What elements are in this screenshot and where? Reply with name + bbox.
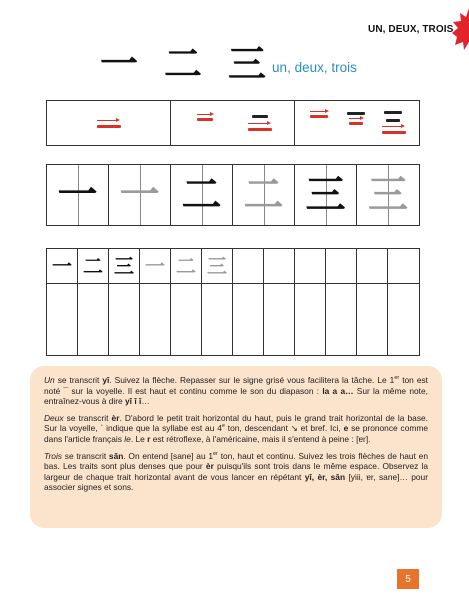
explanation-un: Un se transcrit yī. Suivez la flèche. Repasser sur le signe grisé vous facilitera la tâche. Le 1er ton est noté ¯ sur la voyelle. Il est haut et continu comme le son du diapason : la a a… Sur la même note, entraînez-vous à dire yī ī ī… bbox=[44, 375, 429, 407]
writing-glyph: 三 bbox=[114, 254, 134, 279]
title-glyph-one: 一 bbox=[100, 41, 139, 86]
writing-cell-empty bbox=[202, 284, 233, 355]
stroke-order-grid bbox=[46, 100, 420, 146]
writing-cell bbox=[202, 249, 233, 284]
writing-cell-empty bbox=[171, 284, 202, 355]
stroke-step bbox=[380, 106, 408, 140]
starburst-badge-icon bbox=[452, 8, 469, 50]
title-glyphs bbox=[100, 41, 267, 86]
writing-glyph: 一 bbox=[145, 254, 165, 279]
practice-glyph: 一 bbox=[57, 171, 98, 218]
stroke-order-two bbox=[171, 101, 295, 145]
writing-glyph: 三 bbox=[207, 254, 227, 279]
explanation-trois: Trois se transcrit sān. On entend [sane] au 1er ton, haut et continu. Suivez les trois flèches de haut en bas. Les traits sont plus denses que pour èr puisqu'ils sont trois dans le même espace. Observez la largeur de chaque trait horizontal avant de vous lancer en répétant yī, èr, sān [yiii, ɐr, sane]… pour associer signes et sons. bbox=[44, 450, 428, 493]
writing-glyph: 二 bbox=[176, 254, 196, 279]
writing-cell bbox=[388, 249, 419, 284]
writing-cell bbox=[171, 249, 202, 284]
writing-cell bbox=[47, 249, 78, 284]
writing-cell bbox=[264, 249, 295, 284]
writing-cell-empty bbox=[78, 284, 109, 355]
writing-cell-empty bbox=[264, 284, 295, 355]
writing-glyph: 一 bbox=[52, 254, 72, 279]
practice-cell bbox=[109, 165, 171, 225]
stroke-step bbox=[343, 106, 371, 140]
writing-cell-empty bbox=[357, 284, 388, 355]
title-label: un, deux, trois bbox=[272, 59, 357, 75]
writing-cell bbox=[357, 249, 388, 284]
stroke-step bbox=[95, 106, 123, 140]
explanation-box bbox=[30, 366, 442, 528]
writing-cell bbox=[109, 249, 140, 284]
writing-glyph: 二 bbox=[83, 254, 103, 279]
writing-cell-empty bbox=[109, 284, 140, 355]
writing-cell-empty bbox=[295, 284, 326, 355]
practice-cell bbox=[357, 165, 419, 225]
writing-cell bbox=[78, 249, 109, 284]
page-number: 5 bbox=[405, 573, 411, 585]
practice-glyph: 三 bbox=[368, 171, 408, 218]
writing-cell-empty bbox=[47, 284, 78, 355]
writing-cell-empty bbox=[140, 284, 171, 355]
writing-cell-empty bbox=[233, 284, 264, 355]
chapter-label: UN, DEUX, TROIS bbox=[368, 23, 454, 35]
practice-glyph: 二 bbox=[181, 171, 222, 218]
chapter-tab bbox=[368, 18, 453, 40]
practice-glyph: 三 bbox=[305, 171, 346, 218]
practice-cell bbox=[47, 165, 109, 225]
stroke-order-three bbox=[295, 101, 419, 145]
page-number-badge bbox=[397, 569, 419, 589]
stroke-step bbox=[306, 106, 334, 140]
writing-cell bbox=[140, 249, 171, 284]
writing-cell-empty bbox=[388, 284, 419, 355]
writing-cell bbox=[326, 249, 357, 284]
writing-cell bbox=[233, 249, 264, 284]
writing-cell-empty bbox=[326, 284, 357, 355]
stroke-step bbox=[191, 106, 219, 140]
writing-practice-grid bbox=[46, 248, 420, 356]
lesson-title bbox=[100, 42, 357, 86]
practice-cell bbox=[233, 165, 295, 225]
tracing-practice-row bbox=[46, 164, 420, 226]
practice-cell bbox=[295, 165, 357, 225]
explanation-deux: Deux se transcrit èr. D'abord le petit trait horizontal du haut, puis le grand trait horizontal de la base. Sur la voyelle, ` indique que la syllabe est au 4e ton, descendant ↘ et bref. Ici, e se prononce comme dans l'article français le. Le r est rétroflexe, à l'américaine, mais il s'entend à peine : [ɐr]. bbox=[44, 412, 428, 444]
stroke-order-one bbox=[47, 101, 171, 145]
practice-cell bbox=[171, 165, 233, 225]
practice-glyph: 一 bbox=[119, 171, 160, 218]
title-glyph-three: 三 bbox=[228, 41, 267, 86]
stroke-step bbox=[246, 106, 274, 140]
writing-cell bbox=[295, 249, 326, 284]
title-glyph-two: 二 bbox=[164, 41, 203, 86]
practice-glyph: 二 bbox=[243, 171, 284, 218]
